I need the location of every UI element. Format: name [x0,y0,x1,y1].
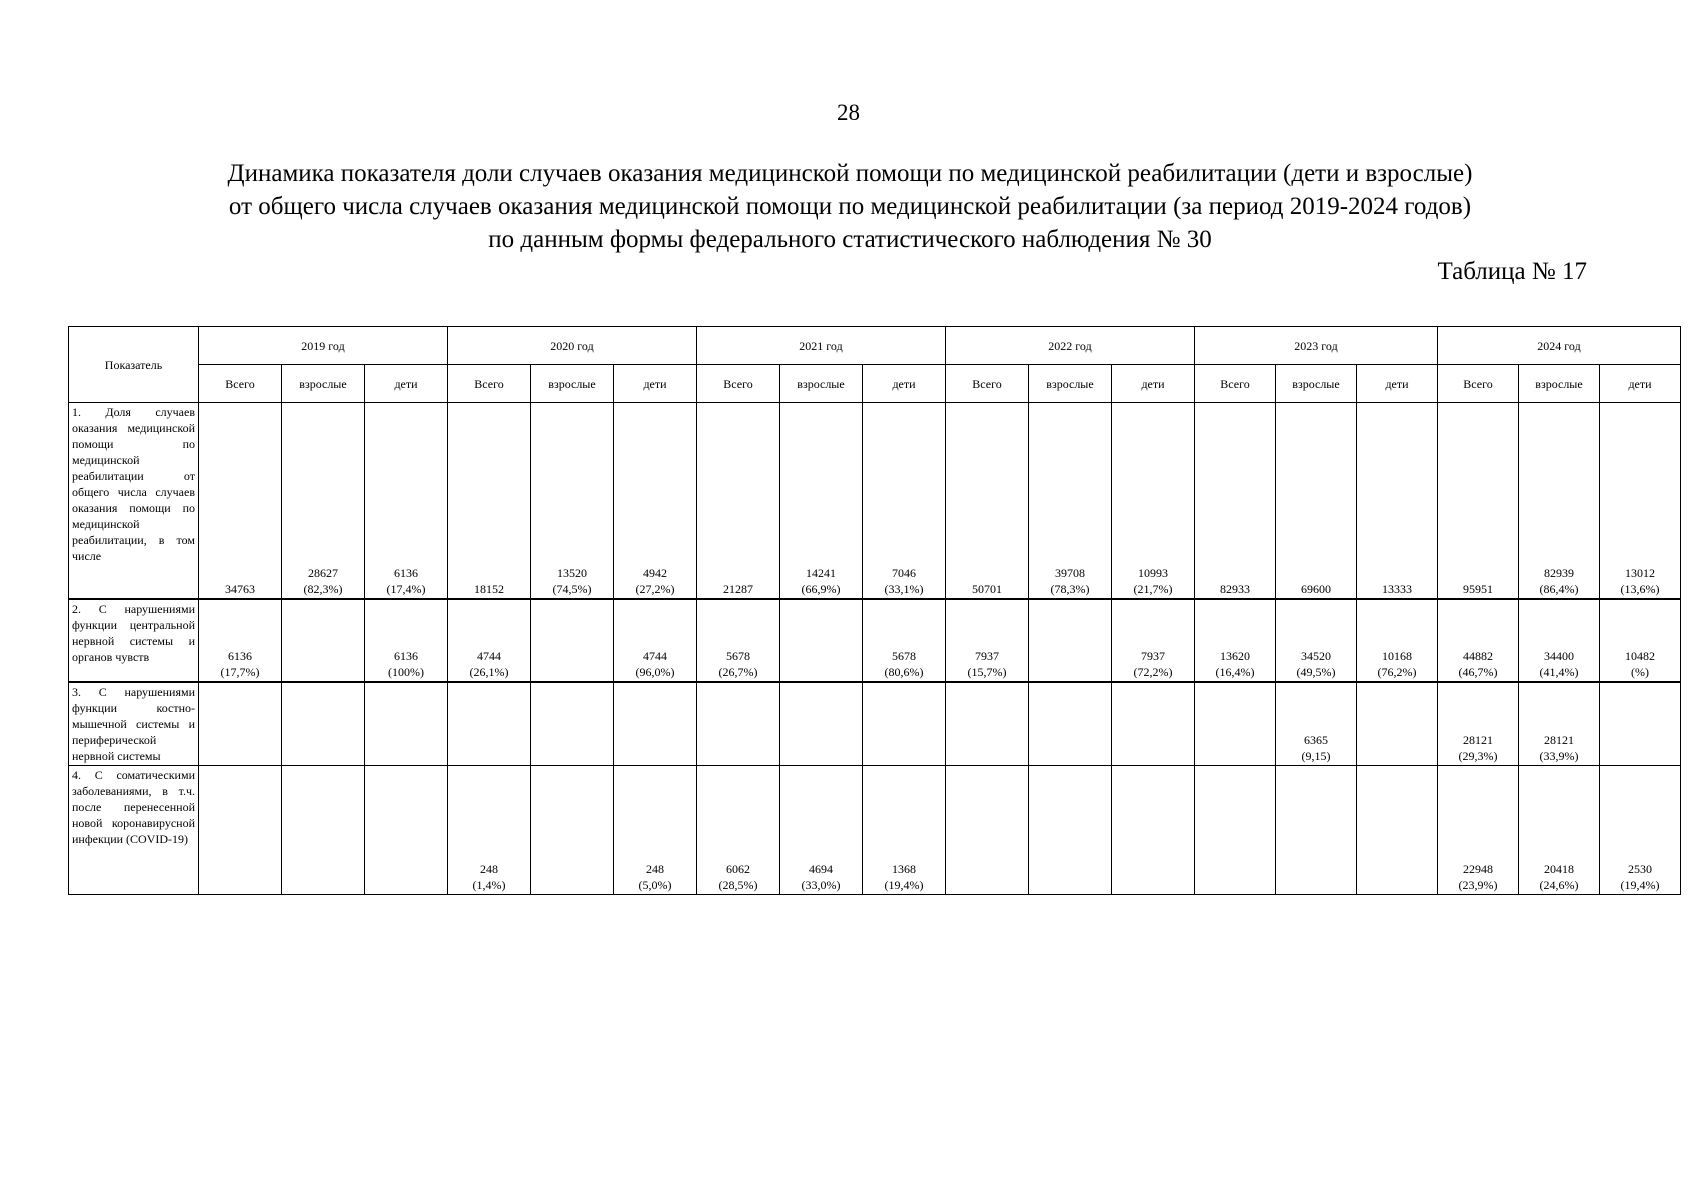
cell-value: 50701 [972,581,1002,596]
value-cell [1357,682,1438,766]
subheader-children: дети [365,365,448,403]
cell-value: 13012 [1625,565,1655,580]
value-cell [780,403,863,599]
cell-value: (1,4%) [472,878,506,892]
year-header: 2020 год [448,327,697,365]
indicator-label: 4. С соматическими заболеваниями, в т.ч. после перенесенной новой коронавирусной инфекции (COVID-19) [69,766,199,895]
cell-value: (74,5%) [552,581,592,596]
indicator-label: 3. С нарушениями функции костно-мышечной системы и периферической нервной системы [69,682,199,766]
value-cell [531,403,614,599]
table-row [69,403,1681,599]
value-cell [697,682,780,766]
cell-value: 39708 [1055,565,1085,580]
value-cell [1438,403,1519,599]
value-cell [365,682,448,766]
subheader-total: Всего [1195,365,1276,403]
cell-value: 10482 [1625,648,1655,663]
subheader-adults: взрослые [780,365,863,403]
indicator-label: 2. С нарушениями функции центральной нервной системы и органов чувств [69,599,199,682]
subheader-total: Всего [697,365,780,403]
cell-value: 4744 [643,648,667,663]
cell-value: 6062 [726,862,750,876]
value-cell [199,403,282,599]
value-cell [780,599,863,682]
value-cell [1029,403,1112,599]
table-row [69,599,1681,682]
cell-value: 34763 [225,581,255,596]
value-cell [1195,599,1276,682]
value-cell [1600,682,1681,766]
value-cell [365,403,448,599]
cell-value: (96,0%) [635,664,675,679]
cell-value: 248 [646,862,664,876]
value-cell [863,766,946,895]
value-cell [1029,599,1112,682]
subheader-row [69,365,1681,403]
title-line: от общего числа случаев оказания медицинской помощи по медицинской реабилитации (за период 2019-2024 годов) [228,193,1472,220]
subheader-adults: взрослые [282,365,365,403]
cell-value: 4744 [477,648,501,663]
value-cell [365,599,448,682]
value-cell [614,599,697,682]
value-cell [1276,403,1357,599]
cell-value: 6136 [394,565,418,580]
value-cell [1600,599,1681,682]
value-cell [1519,599,1600,682]
cell-value: (19,4%) [1620,878,1660,892]
cell-value: 6136 [394,648,418,663]
cell-value: (15,7%) [967,664,1007,679]
value-cell [1029,682,1112,766]
value-cell [282,599,365,682]
cell-value: (49,5%) [1296,664,1336,679]
cell-value: 21287 [723,581,753,596]
value-cell [199,599,282,682]
cell-value: 4942 [643,565,667,580]
cell-value: 22948 [1463,862,1493,876]
value-cell [946,403,1029,599]
value-cell [1112,599,1195,682]
cell-value: 14241 [806,565,836,580]
value-cell [448,403,531,599]
cell-value: (28,5%) [718,878,758,892]
value-cell [780,682,863,766]
cell-value: (29,3%) [1458,749,1498,763]
value-cell [863,403,946,599]
value-cell [1600,403,1681,599]
cell-value: (72,2%) [1133,664,1173,679]
title-line: Динамика показателя доли случаев оказания медицинской помощи по медицинской реабилитации (дети и взрослые) [227,160,1473,187]
subheader-children: дети [1357,365,1438,403]
cell-value: 2530 [1628,862,1652,876]
value-cell [282,682,365,766]
value-cell [1112,403,1195,599]
cell-value: (100%) [388,664,424,679]
subheader-total: Всего [946,365,1029,403]
cell-value: 28121 [1544,733,1574,747]
cell-value: 34520 [1301,648,1331,663]
value-cell [1519,682,1600,766]
value-cell [1357,599,1438,682]
subheader-adults: взрослые [1029,365,1112,403]
cell-value: 95951 [1463,581,1493,596]
year-header: 2019 год [199,327,448,365]
table-number-label: Таблица № 17 [1437,258,1587,285]
cell-value: (26,1%) [469,664,509,679]
cell-value: 82939 [1544,565,1574,580]
value-cell [1519,403,1600,599]
value-cell [863,682,946,766]
cell-value: 7937 [1141,648,1165,663]
statistics-table [68,326,1681,895]
value-cell [697,403,780,599]
subheader-children: дети [1600,365,1681,403]
year-header: 2023 год [1195,327,1438,365]
subheader-total: Всего [448,365,531,403]
subheader-children: дети [614,365,697,403]
subheader-adults: взрослые [1519,365,1600,403]
cell-value: 13620 [1220,648,1250,663]
cell-value: (33,9%) [1539,749,1579,763]
value-cell [1357,766,1438,895]
value-cell [282,766,365,895]
page-number: 28 [837,100,860,125]
cell-value: 6365 [1304,733,1328,747]
cell-value: 20418 [1544,862,1574,876]
cell-value: 28121 [1463,733,1493,747]
value-cell [946,599,1029,682]
indicator-label: 1. Доля случаев оказания медицинской помощи по медицинской реабилитации от общего числа случаев оказания помощи по медицинской реабилитации, в том числе [69,403,199,599]
value-cell [697,766,780,895]
cell-value: 7937 [975,648,999,663]
value-cell [1276,766,1357,895]
value-cell [1438,599,1519,682]
table-row [69,682,1681,766]
value-cell [1112,766,1195,895]
cell-value: 69600 [1301,581,1331,596]
cell-value: (78,3%) [1050,581,1090,596]
value-cell [448,599,531,682]
cell-value: 28627 [308,565,338,580]
cell-value: (17,4%) [386,581,426,596]
cell-value: 7046 [892,565,916,580]
cell-value: (21,7%) [1133,581,1173,596]
cell-value: 248 [480,862,498,876]
value-cell [448,766,531,895]
cell-value: (13,6%) [1620,581,1660,596]
cell-value: (33,0%) [801,878,841,892]
cell-value: (%) [1631,664,1649,679]
cell-value: (23,9%) [1458,878,1498,892]
value-cell [1438,766,1519,895]
cell-value: (16,4%) [1215,664,1255,679]
value-cell [697,599,780,682]
cell-value: (46,7%) [1458,664,1498,679]
cell-value: (82,3%) [303,581,343,596]
year-header: 2022 год [946,327,1195,365]
subheader-total: Всего [1438,365,1519,403]
cell-value: (24,6%) [1539,878,1579,892]
indicator-header: Показатель [69,327,199,403]
cell-value: (66,9%) [801,581,841,596]
value-cell [614,682,697,766]
value-cell [780,766,863,895]
cell-value: 13520 [557,565,587,580]
value-cell [1276,599,1357,682]
subheader-adults: взрослые [531,365,614,403]
cell-value: (41,4%) [1539,664,1579,679]
cell-value: (5,0%) [638,878,672,892]
cell-value: 1368 [892,862,916,876]
subheader-total: Всего [199,365,282,403]
subheader-children: дети [863,365,946,403]
cell-value: (80,6%) [884,664,924,679]
value-cell [199,682,282,766]
cell-value: (19,4%) [884,878,924,892]
cell-value: 13333 [1382,581,1412,596]
value-cell [1112,682,1195,766]
cell-value: 6136 [228,648,252,663]
year-header: 2024 год [1438,327,1681,365]
table-body [69,403,1681,895]
subheader-children: дети [1112,365,1195,403]
value-cell [946,766,1029,895]
cell-value: (26,7%) [718,664,758,679]
cell-value: 34400 [1544,648,1574,663]
cell-value: (17,7%) [220,664,260,679]
value-cell [199,766,282,895]
document-title [100,157,1600,256]
cell-value: 5678 [726,648,750,663]
value-cell [448,682,531,766]
cell-value: 5678 [892,648,916,663]
cell-value: (27,2%) [635,581,675,596]
year-header: 2021 год [697,327,946,365]
value-cell [365,766,448,895]
cell-value: (33,1%) [884,581,924,596]
value-cell [1519,766,1600,895]
value-cell [1600,766,1681,895]
value-cell [282,403,365,599]
value-cell [1438,682,1519,766]
cell-value: 4694 [809,862,833,876]
value-cell [1195,766,1276,895]
title-line: по данным формы федерального статистического наблюдения № 30 [488,226,1212,253]
value-cell [1276,682,1357,766]
cell-value: (86,4%) [1539,581,1579,596]
cell-value: 82933 [1220,581,1250,596]
cell-value: 18152 [474,581,504,596]
cell-value: 44882 [1463,648,1493,663]
cell-value: (76,2%) [1377,664,1417,679]
value-cell [863,599,946,682]
value-cell [531,682,614,766]
value-cell [1195,682,1276,766]
value-cell [614,766,697,895]
value-cell [1195,403,1276,599]
cell-value: (9,15) [1301,749,1331,763]
value-cell [1357,403,1438,599]
value-cell [614,403,697,599]
value-cell [531,766,614,895]
cell-value: 10168 [1382,648,1412,663]
table-row [69,766,1681,895]
subheader-adults: взрослые [1276,365,1357,403]
value-cell [1029,766,1112,895]
value-cell [531,599,614,682]
value-cell [946,682,1029,766]
cell-value: 10993 [1138,565,1168,580]
